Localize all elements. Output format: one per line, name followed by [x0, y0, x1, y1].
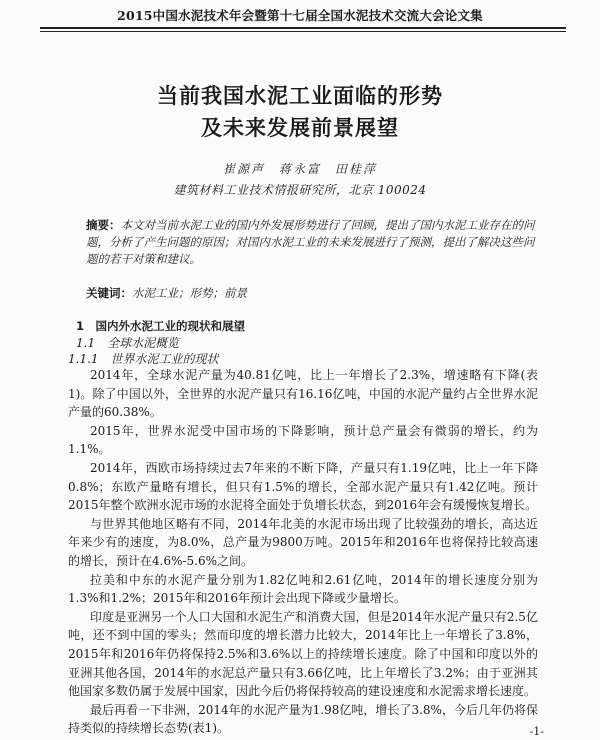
- paper-title-line2: 及未来发展前景展望: [201, 116, 399, 140]
- body-text: [68, 366, 538, 738]
- paragraph: 2014年，全球水泥产量为40.81亿吨，比上一年增长了2.3%，增速略有下降(表1)。除了中国以外，全世界的水泥产量只有16.16亿吨，中国的水泥产量约占全世界水泥产量的60.38%。: [68, 368, 538, 420]
- section-heading-1: 1 国内外水泥工业的现状和展望: [76, 319, 245, 333]
- header-rule-thin: [40, 31, 566, 32]
- abstract: [86, 217, 538, 268]
- paragraph: 2014年，西欧市场持续过去7年来的不断下降，产量只有1.19亿吨，比上一年下降0.8%；东欧产量略有增长，但只有1.5%的增长，全部水泥产量只有1.42亿吨。预计2015年整个欧洲水泥市场的水泥将全面处于负增长状态，到2016年会有缓慢恢复增长。: [68, 460, 538, 513]
- keywords-text: 水泥工业；形势；前景: [132, 286, 247, 300]
- paragraph: 最后再看一下非洲，2014年的水泥产量为1.98亿吨，增长了3.8%，今后几年仍将保持类似的持续增长态势(表1)。: [68, 702, 538, 736]
- section-heading-1-1-1: 1.1.1 世界水泥工业的现状: [68, 352, 219, 366]
- keywords-label: 关键词：: [86, 286, 132, 300]
- paper-title-line1: 当前我国水泥工业面临的形势: [157, 84, 443, 108]
- running-header: 2015中国水泥技术年会暨第十七届全国水泥技术交流大会论文集: [117, 8, 483, 23]
- paragraph: 2015年，世界水泥受中国市场的下降影响，预计总产量会有微弱的增长，约为1.1%。: [68, 423, 538, 457]
- affiliation: 建筑材料工业技术情报研究所，北京 100024: [173, 183, 427, 197]
- page-number: -1-: [529, 725, 544, 738]
- paragraph: 拉美和中东的水泥产量分别为1.82亿吨和2.61亿吨，2014年的增长速度分别为1.3%和1.2%；2015年和2016年预计会出现下降或少量增长。: [68, 572, 538, 606]
- authors: 崔源声 蒋永富 田桂萍: [222, 162, 377, 176]
- abstract-label: 摘要：: [86, 218, 121, 232]
- section-heading-1-1: 1.1 全球水泥概览: [76, 336, 180, 350]
- paragraph: 印度是亚洲另一个人口大国和水泥生产和消费大国，但是2014年水泥产量只有2.5亿吨，还不到中国的零头；然而印度的增长潜力比较大，2014年比上一年增长了3.8%，2015年和2016年仍将保持2.5%和3.6%以上的持续增长速度。除了中国和印度以外的亚洲其他各国，2014年的水泥总产量只有3.66亿吨，比上年增长了3.2%；由于亚洲其他国家多数仍属于发展中国家，因此今后仍将保持较高的建设速度和水泥需求增长速度。: [68, 609, 538, 699]
- paragraph: 与世界其他地区略有不同，2014年北美的水泥市场出现了比较强劲的增长，高达近年来少有的速度，为8.0%，总产量为9800万吨。2015年和2016年也将保持比较高速的增长，预计在4.6%-5.6%之间。: [68, 516, 538, 568]
- keywords: [86, 285, 538, 301]
- abstract-text: 本文对当前水泥工业的国内外发展形势进行了回顾，提出了国内水泥工业存在的问题，分析了产生问题的原因；对国内水泥工业的未来发展进行了预测，提出了解决这些问题的若干对策和建议。: [86, 218, 535, 266]
- header-rule: [40, 27, 566, 29]
